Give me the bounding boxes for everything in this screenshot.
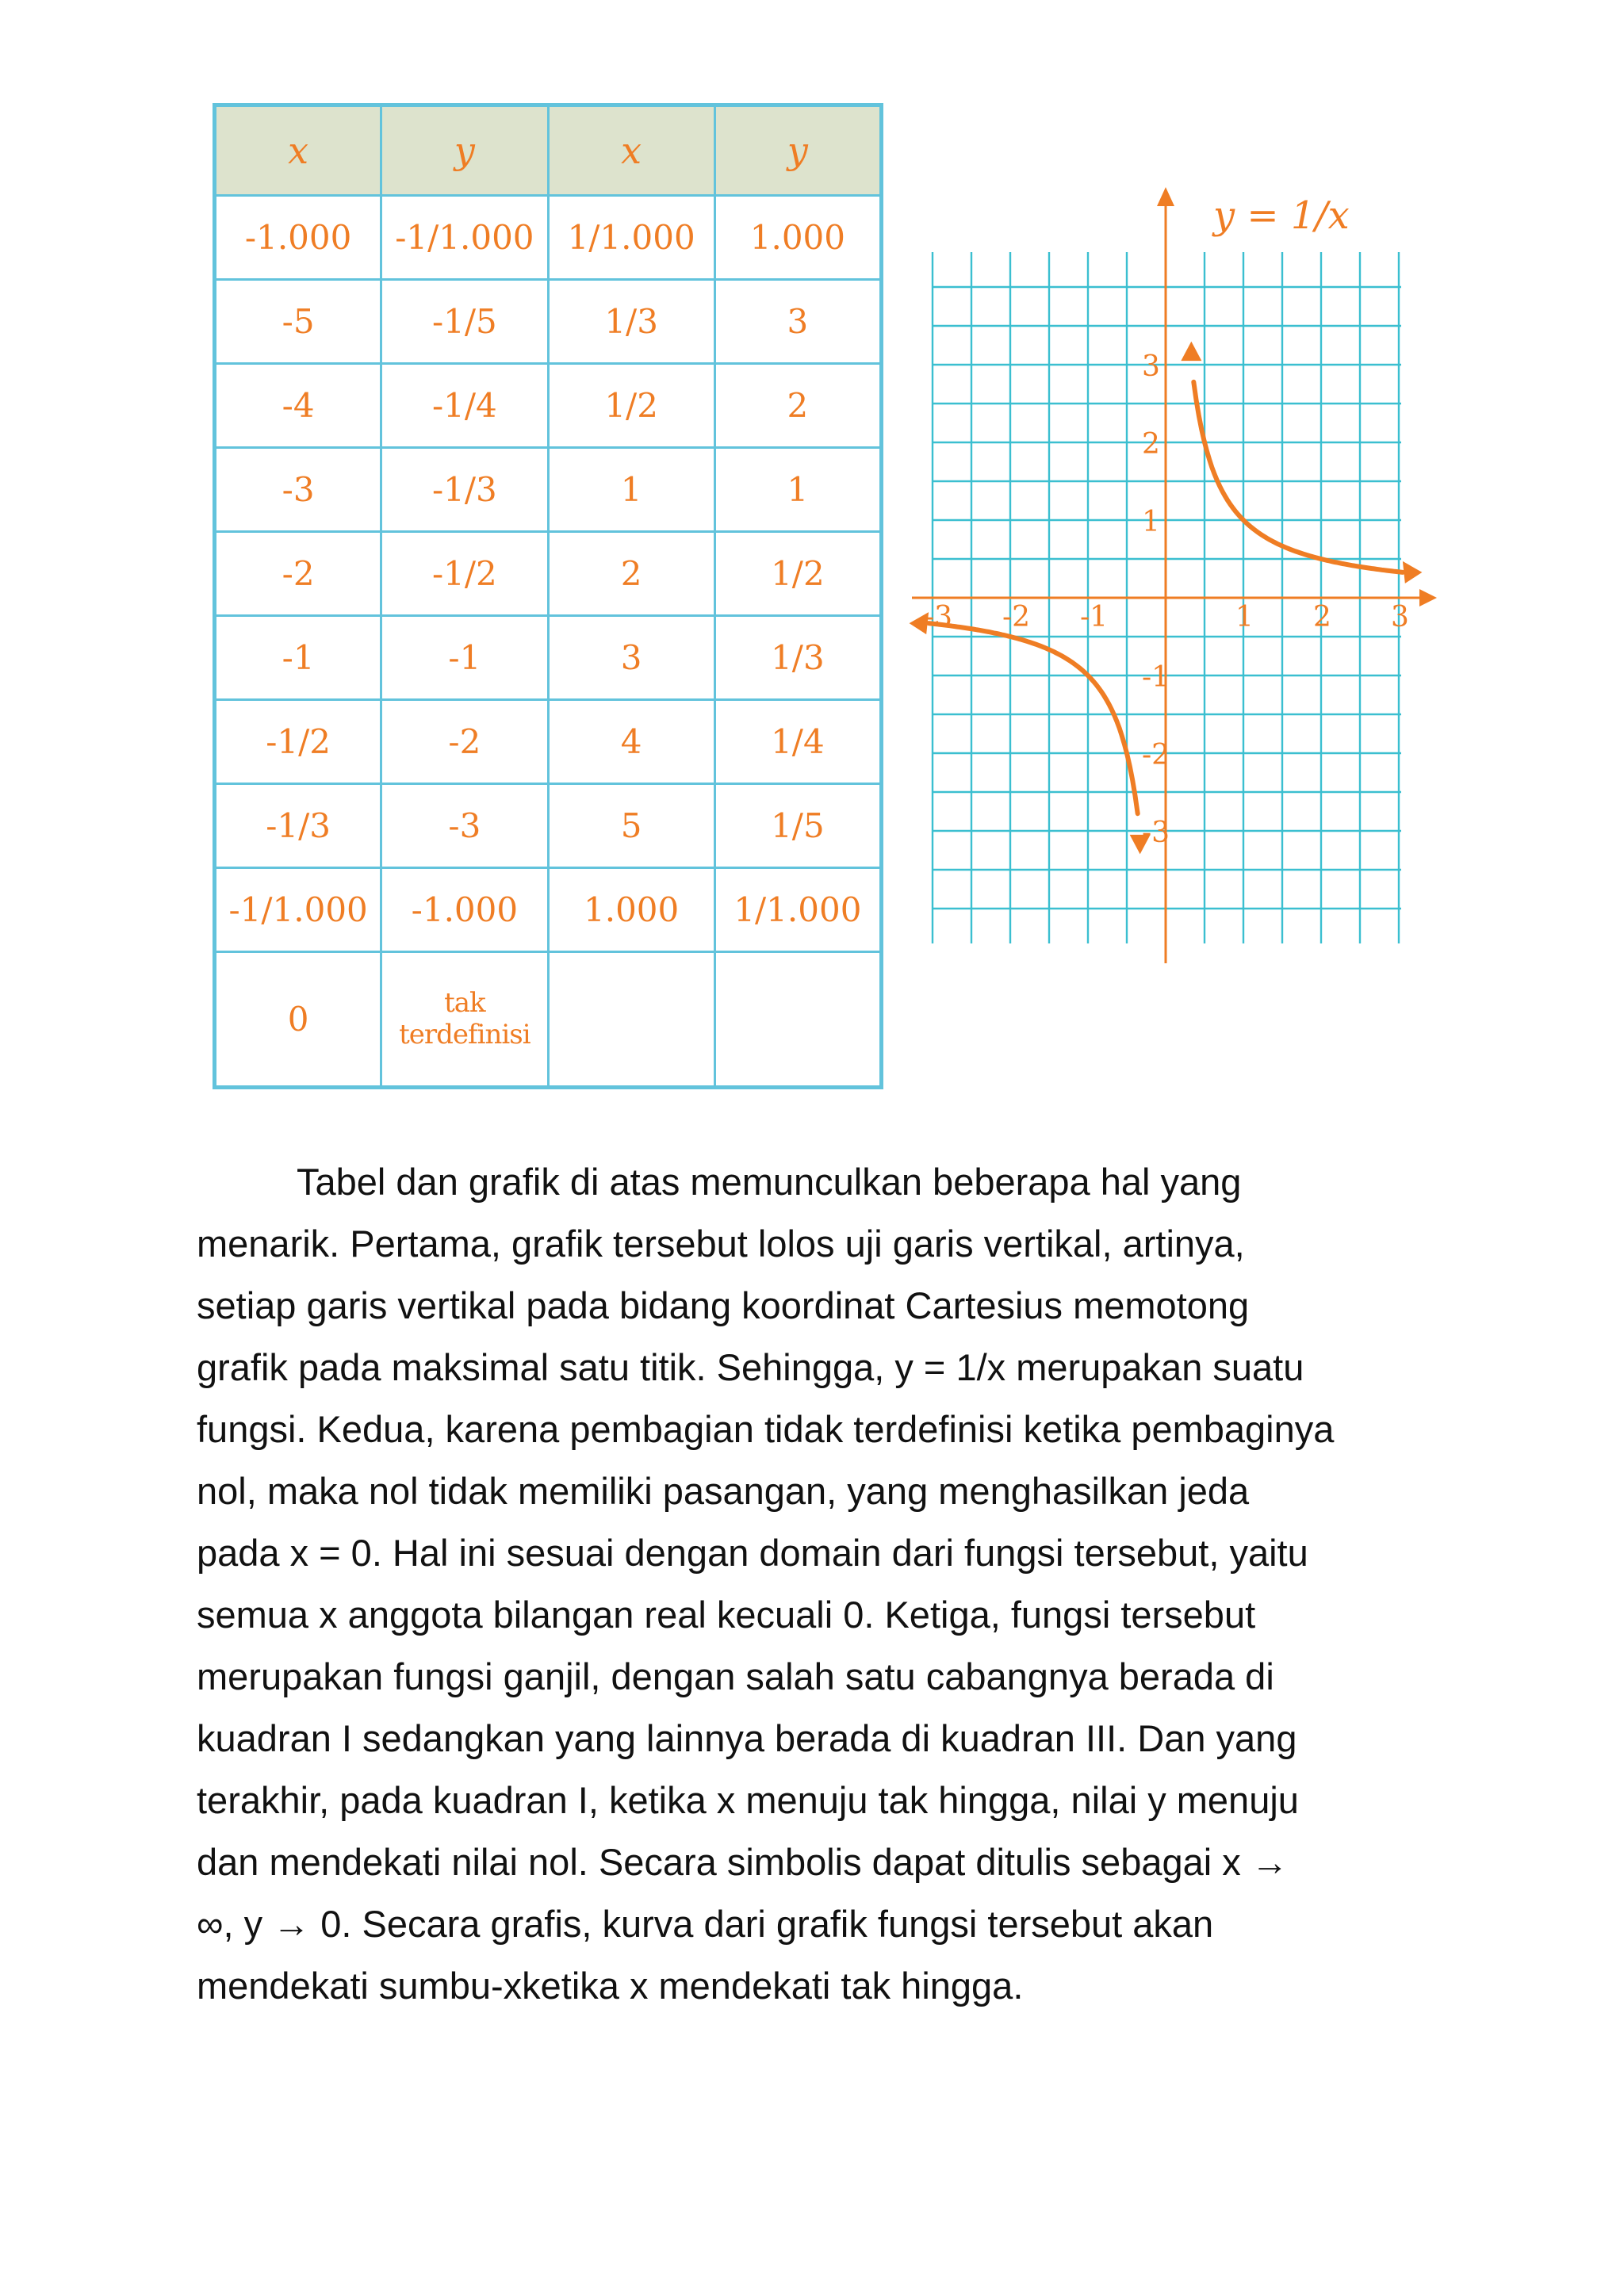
paragraph-line: merupakan fungsi ganjil, dengan salah satu cabangnya berada di [197,1655,1274,1697]
body-paragraph [197,1151,1434,2017]
y-tick-label: -3 [1142,817,1170,849]
table-cell: -1.000 [381,867,548,951]
table-cell: -3 [215,447,381,531]
paragraph-line: dan mendekati nilai nol. Secara simbolis dapat ditulis sebagai x → [197,1841,1289,1883]
table-cell: -1/2 [381,531,548,615]
paragraph-line: kuadran I sedangkan yang lainnya berada di kuadran III. Dan yang [197,1717,1297,1759]
table-cell: 1.000 [548,867,714,951]
table-cell: -2 [381,699,548,783]
table-cell [548,951,714,1087]
table-cell: -4 [215,363,381,447]
table-cell: 1.000 [714,196,881,280]
table-cell: -1/3 [381,447,548,531]
table-cell: 1/1.000 [714,867,881,951]
table-cell: -1/1.000 [215,867,381,951]
paragraph-line: setiap garis vertikal pada bidang koordinat Cartesius memotong [197,1284,1250,1326]
values-table [213,103,883,1089]
table-cell: -5 [215,279,381,363]
table-row [215,279,882,363]
x-tick-label: 3 [1391,601,1409,633]
table-row [215,363,882,447]
table-cell: 2 [714,363,881,447]
y-axis-arrow [1157,187,1174,206]
header-y-1: y [381,105,548,196]
table-cell: -1/2 [215,699,381,783]
x-tick-label: -1 [1080,601,1109,633]
table-cell: -1 [215,615,381,699]
x-tick-label: 2 [1313,601,1331,633]
table-cell: -1/1.000 [381,196,548,280]
graph-equation: y = 1/x [1213,193,1350,238]
table-cell: -1 [381,615,548,699]
axes [912,187,1437,963]
table-cell: 1 [548,447,714,531]
table-cell: 1/3 [548,279,714,363]
table-cell: 2 [548,531,714,615]
paragraph-line: nol, maka nol tidak memiliki pasangan, yang menghasilkan jeda [197,1470,1250,1512]
table-row [215,699,882,783]
y-tick-label: 3 [1142,350,1160,383]
header-y-2: y [714,105,881,196]
table-cell: 5 [548,783,714,867]
table-cell: -1/3 [215,783,381,867]
paragraph-line: menarik. Pertama, grafik tersebut lolos uji garis vertikal, artinya, [197,1223,1245,1265]
y-tick-label: -1 [1142,661,1170,694]
table-row [215,867,882,951]
paragraph-line: semua x anggota bilangan real kecuali 0. Ketiga, fungsi tersebut [197,1594,1256,1636]
table-row [215,196,882,280]
paragraph-line: ∞, y → 0. Secara grafis, kurva dari grafik fungsi tersebut akan [197,1903,1214,1945]
table-header-row [215,105,882,196]
table-row [215,951,882,1087]
table-cell: 3 [714,279,881,363]
table-cell: -1.000 [215,196,381,280]
paragraph-line: mendekati sumbu-xketika x mendekati tak hingga. [197,1965,1024,2007]
table-cell: 1/2 [714,531,881,615]
paragraph-line: pada x = 0. Hal ini sesuai dengan domain dari fungsi tersebut, yaitu [197,1532,1308,1574]
y-tick-label: 1 [1142,506,1160,538]
reciprocal-graph [904,182,1443,983]
table-cell: 4 [548,699,714,783]
header-x-1: x [215,105,381,196]
table-cell: 0 [215,951,381,1087]
table-row [215,531,882,615]
x-tick-label: -3 [925,601,953,633]
table-row [215,615,882,699]
table-cell: -2 [215,531,381,615]
curve-branch-quadrant-1 [1193,382,1403,572]
x-axis-arrow [1419,589,1437,607]
paragraph-line: terakhir, pada kuadran I, ketika x menuju tak hingga, nilai y menuju [197,1779,1299,1821]
paragraph-line: fungsi. Kedua, karena pembagian tidak terdefinisi ketika pembaginya [197,1408,1335,1450]
x-tick-label: 1 [1235,601,1254,633]
table-cell: 1/2 [548,363,714,447]
table-cell: 1 [714,447,881,531]
x-tick-label: -2 [1002,601,1031,633]
paragraph-line: grafik pada maksimal satu titik. Sehingga, y = 1/x merupakan suatu [197,1346,1304,1388]
table-cell [714,951,881,1087]
y-tick-label: 2 [1142,428,1160,461]
curve-branch-quadrant-3 [929,623,1138,813]
y-tick-label: -2 [1142,739,1170,771]
table-row [215,447,882,531]
table-cell: -3 [381,783,548,867]
curve-arrow-up [1181,342,1201,362]
curve-arrow-right [1403,561,1423,584]
table-cell-undefined: tak terdefinisi [381,951,548,1087]
table-row [215,783,882,867]
table-cell: 1/5 [714,783,881,867]
table-cell: 1/4 [714,699,881,783]
table-cell: 1/1.000 [548,196,714,280]
table-cell: 1/3 [714,615,881,699]
table-cell: -1/5 [381,279,548,363]
table-cell: 3 [548,615,714,699]
table-cell: -1/4 [381,363,548,447]
header-x-2: x [548,105,714,196]
paragraph-line: Tabel dan grafik di atas memunculkan beberapa hal yang [297,1161,1242,1203]
